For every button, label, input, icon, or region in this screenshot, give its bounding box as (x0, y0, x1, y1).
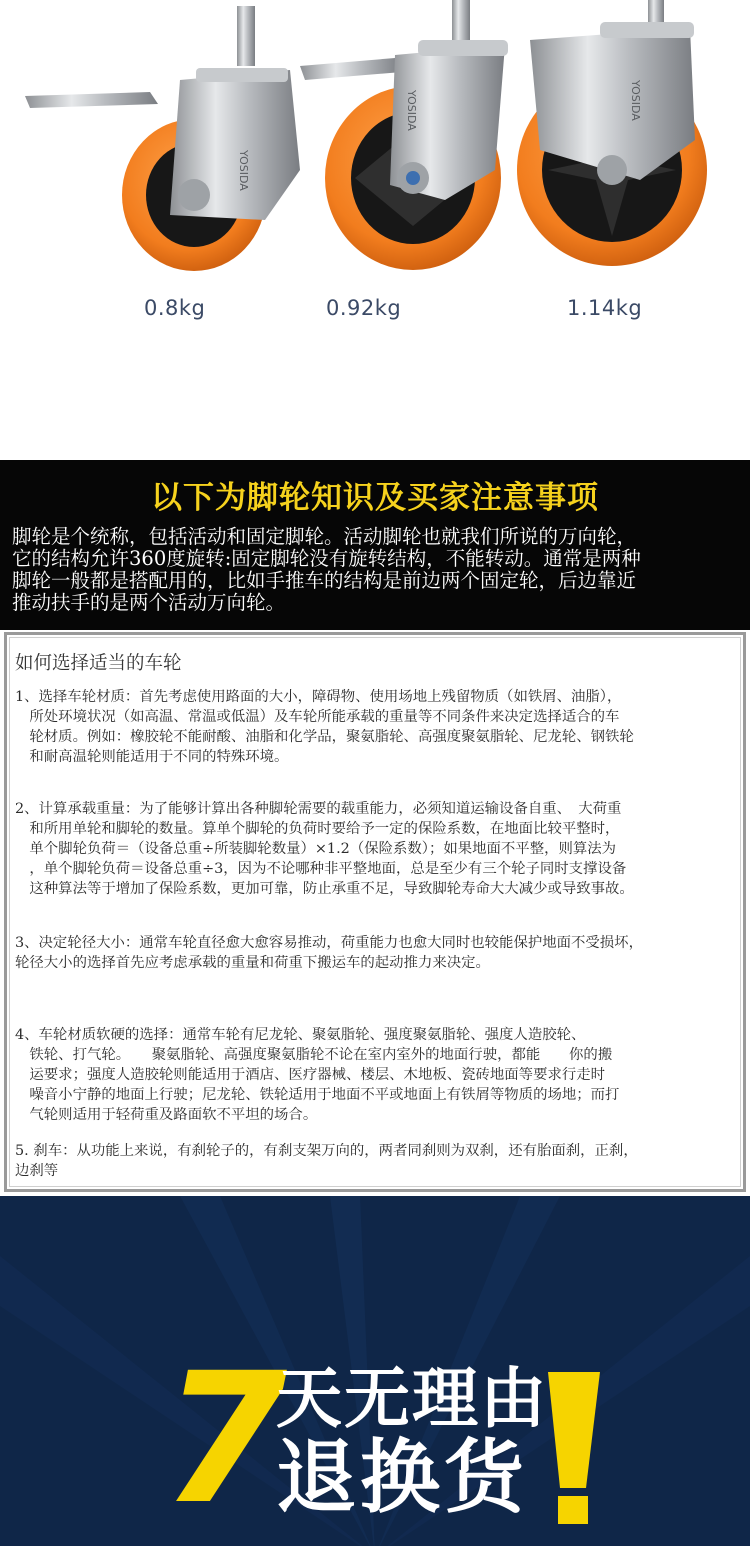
weight-label-medium: 0.92kg (326, 296, 402, 320)
article-paragraph-5 (15, 1141, 638, 1181)
article-paragraph-4 (15, 1025, 619, 1125)
exclamation-icon (548, 1372, 600, 1488)
brand-label: YOSIDA (237, 150, 250, 191)
article-paragraph-3 (15, 933, 643, 973)
article-paragraph-1 (15, 687, 634, 767)
paragraph-line: 和所用单轮和脚轮的数量。算单个脚轮的负荷时要给予一定的保险系数，在地面比较平整时， (15, 821, 620, 837)
paragraph-line: 噪音小宁静的地面上行驶；尼龙轮、铁轮适用于地面不平或地面上有铁屑等物质的场地；而打 (15, 1087, 620, 1103)
weight-label-large: 1.14kg (567, 296, 643, 320)
article-paragraph-2 (15, 799, 634, 899)
paragraph-line: ，单个脚轮负荷＝设备总重÷3，因为不论哪种非平整地面，总是至少有三个轮子同时支撑设备 (15, 861, 627, 877)
paragraph-line: 2、计算承载重量：为了能够计算出各种脚轮需要的载重能力，必须知道运输设备自重、 大荷重 (15, 801, 622, 817)
promo-line-1: 天无理由 (276, 1360, 548, 1437)
paragraph-line: 所处环境状况（如高温、常温或低温）及车轮所能承载的重量等不同条件来决定选择适合的车 (15, 709, 620, 725)
paragraph-line: 3、决定轮径大小：通常车轮直径愈大愈容易推动，荷重能力也愈大同时也较能保护地面不受损坏， (15, 935, 643, 951)
promo-line-2: 退换货 (276, 1431, 528, 1524)
brand-label: YOSIDA (629, 80, 642, 121)
brand-label: YOSIDA (405, 90, 418, 131)
paragraph-line: 轮径大小的选择首先应考虑承载的重量和荷重下搬运车的起动推力来决定。 (15, 955, 490, 971)
notice-text (12, 526, 742, 614)
paragraph-line: 单个脚轮负荷＝（设备总重÷所装脚轮数量）×1.2（保险系数）；如果地面不平整，则算法为 (15, 841, 617, 857)
caster-small (25, 6, 300, 271)
notice-line: 脚轮是个统称，包括活动和固定脚轮。活动脚轮也就我们所说的万向轮， (12, 525, 637, 548)
promo-number: 7 (162, 1335, 288, 1544)
exclamation-dot-icon (558, 1496, 588, 1524)
paragraph-line: 1、选择车轮材质：首先考虑使用路面的大小，障碍物、使用场地上残留物质（如铁屑、油脂）， (15, 689, 622, 705)
caster-wheels-illustration (0, 0, 750, 290)
article-title: 如何选择适当的车轮 (15, 653, 182, 674)
product-photo (0, 0, 750, 460)
paragraph-line: 这种算法等于增加了保险系数，更加可靠，防止承重不足，导致脚轮寿命大大减少或导致事故。 (15, 881, 634, 897)
paragraph-line: 气轮则适用于轻荷重及路面软不平坦的场合。 (15, 1107, 318, 1123)
paragraph-line: 轮材质。例如：橡胶轮不能耐酸、油脂和化学品，聚氨脂轮、高强度聚氨脂轮、尼龙轮、钢铁轮 (15, 729, 634, 745)
paragraph-line: 4、车轮材质软硬的选择：通常车轮有尼龙轮、聚氨脂轮、强度聚氨脂轮、强度人造胶轮、 (15, 1027, 586, 1043)
paragraph-line: 铁轮、打气轮。 聚氨脂轮、高强度聚氨脂轮不论在室内室外的地面行驶，都能 你的搬 (15, 1047, 613, 1063)
paragraph-line: 5. 刹车：从功能上来说，有刹轮子的，有刹支架万向的，两者同刹则为双刹，还有胎面刹，正刹， (15, 1143, 638, 1159)
paragraph-line: 运要求；强度人造胶轮则能适用于酒店、医疗器械、楼层、木地板、瓷砖地面等要求行走时 (15, 1067, 606, 1083)
caster-medium (300, 0, 508, 270)
notice-line: 它的结构允许360度旋转:固定脚轮没有旋转结构，不能转动。通常是两种 (12, 547, 641, 570)
paragraph-line: 和耐高温轮则能适用于不同的特殊环境。 (15, 749, 289, 765)
notice-title: 以下为脚轮知识及买家注意事项 (151, 480, 599, 516)
wheel-selection-article (4, 632, 746, 1192)
paragraph-line: 边刹等 (15, 1163, 59, 1179)
notice-line: 推动扶手的是两个活动万向轮。 (12, 591, 286, 614)
caster-large (517, 0, 707, 266)
weight-label-small: 0.8kg (144, 296, 206, 320)
notice-line: 脚轮一般都是搭配用的，比如手推车的结构是前边两个固定轮，后边靠近 (12, 569, 637, 592)
